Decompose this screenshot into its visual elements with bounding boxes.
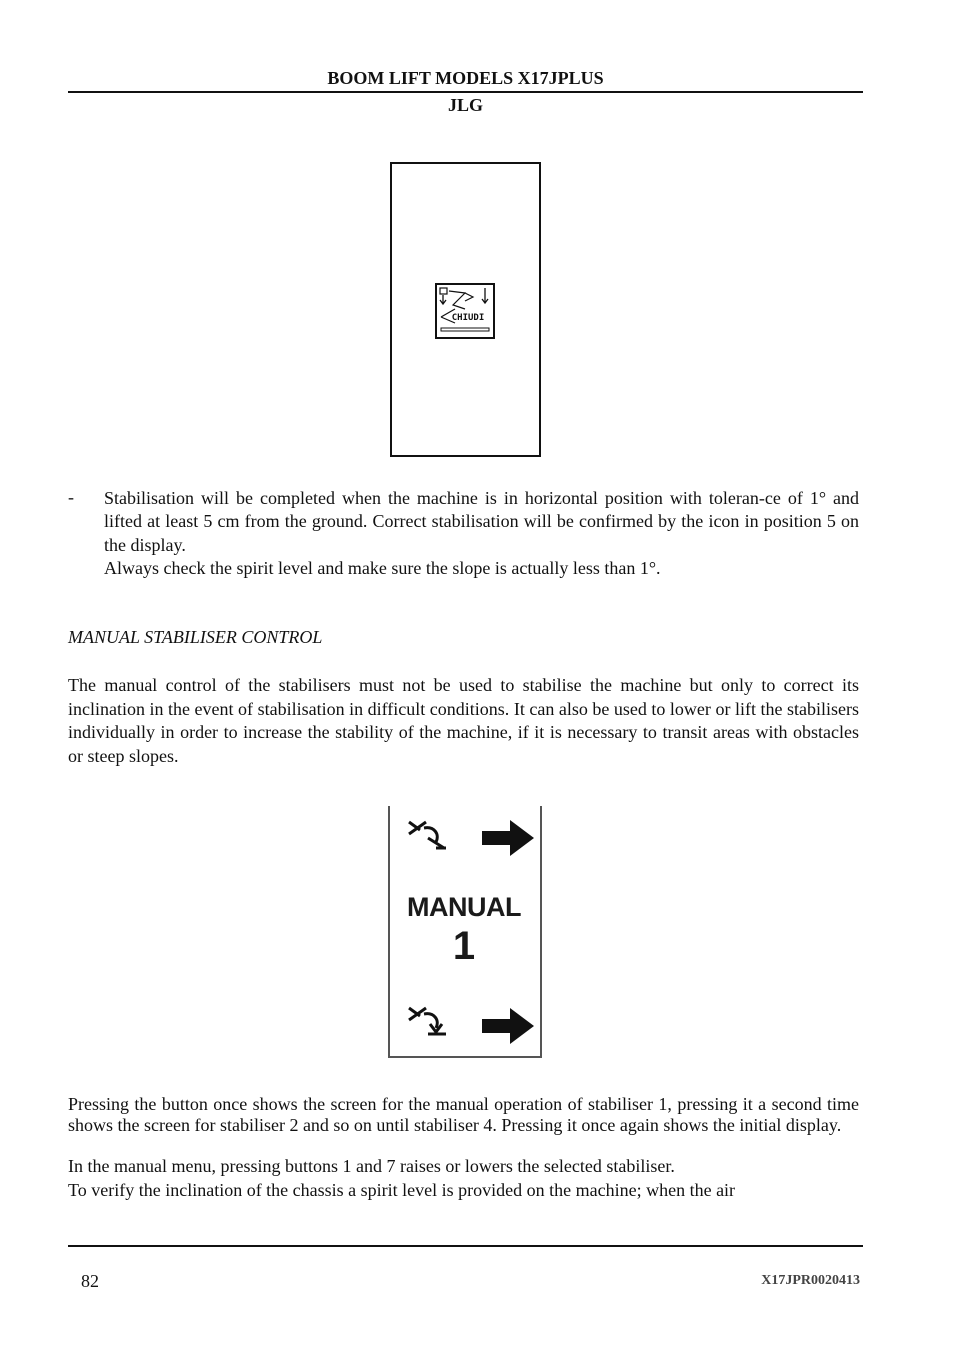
body-paragraph: In the manual menu, pressing buttons 1 and 7 raises or lowers the selected stabiliser. [68,1156,675,1176]
header-brand: JLG [447,95,483,115]
display-screen-figure [390,162,541,457]
icon-text: CHIUDI [451,313,485,323]
body-paragraph: To verify the inclination of the chassis a spirit level is provided on the machine; when the air [68,1180,736,1200]
stabiliser-number: 1 [452,924,476,968]
manual-mode-screen-figure [388,806,540,1058]
document-code: X17JPR0020413 [761,1273,860,1288]
section-heading: MANUAL STABILISER CONTROL [68,627,323,647]
stabiliser-lower-icon [406,1004,452,1042]
stabiliser-close-icon [435,283,495,339]
footer-divider [68,1245,863,1247]
arrow-right-icon [480,818,536,858]
header-title: BOOM LIFT MODELS X17JPLUS [327,68,604,88]
header-divider [68,91,863,93]
stabiliser-raise-icon [406,818,452,856]
body-paragraph: Pressing the button once shows the screen for the manual operation of stabiliser 1, pressing it a second time shows the screen for stabiliser 2 and so on until stabiliser 4. Pressing it once again shows the initial display. [68,1094,859,1135]
manual-label: MANUAL [407,892,521,922]
bullet-paragraph-1: Stabilisation will be completed when the machine is in horizontal position with toleran-ce of 1° and lifted at least 5 cm from the ground. Correct stabilisation will be confirmed by the icon in position 5 on the display. [104,488,859,555]
bullet-text [104,487,859,580]
bullet-marker: - [68,487,74,507]
bullet-paragraph-2: Always check the spirit level and make sure the slope is actually less than 1°. [104,557,661,578]
page-number: 82 [81,1271,99,1291]
arrow-right-icon [480,1006,536,1046]
body-paragraph: The manual control of the stabilisers must not be used to stabilise the machine but only to correct its inclination in the event of stabilisation in difficult conditions. It can also be used to lower or lift the stabilisers individually in order to increase the stability of the machine, if it is necessary to transit areas with obstacles or steep slopes. [68,675,859,766]
